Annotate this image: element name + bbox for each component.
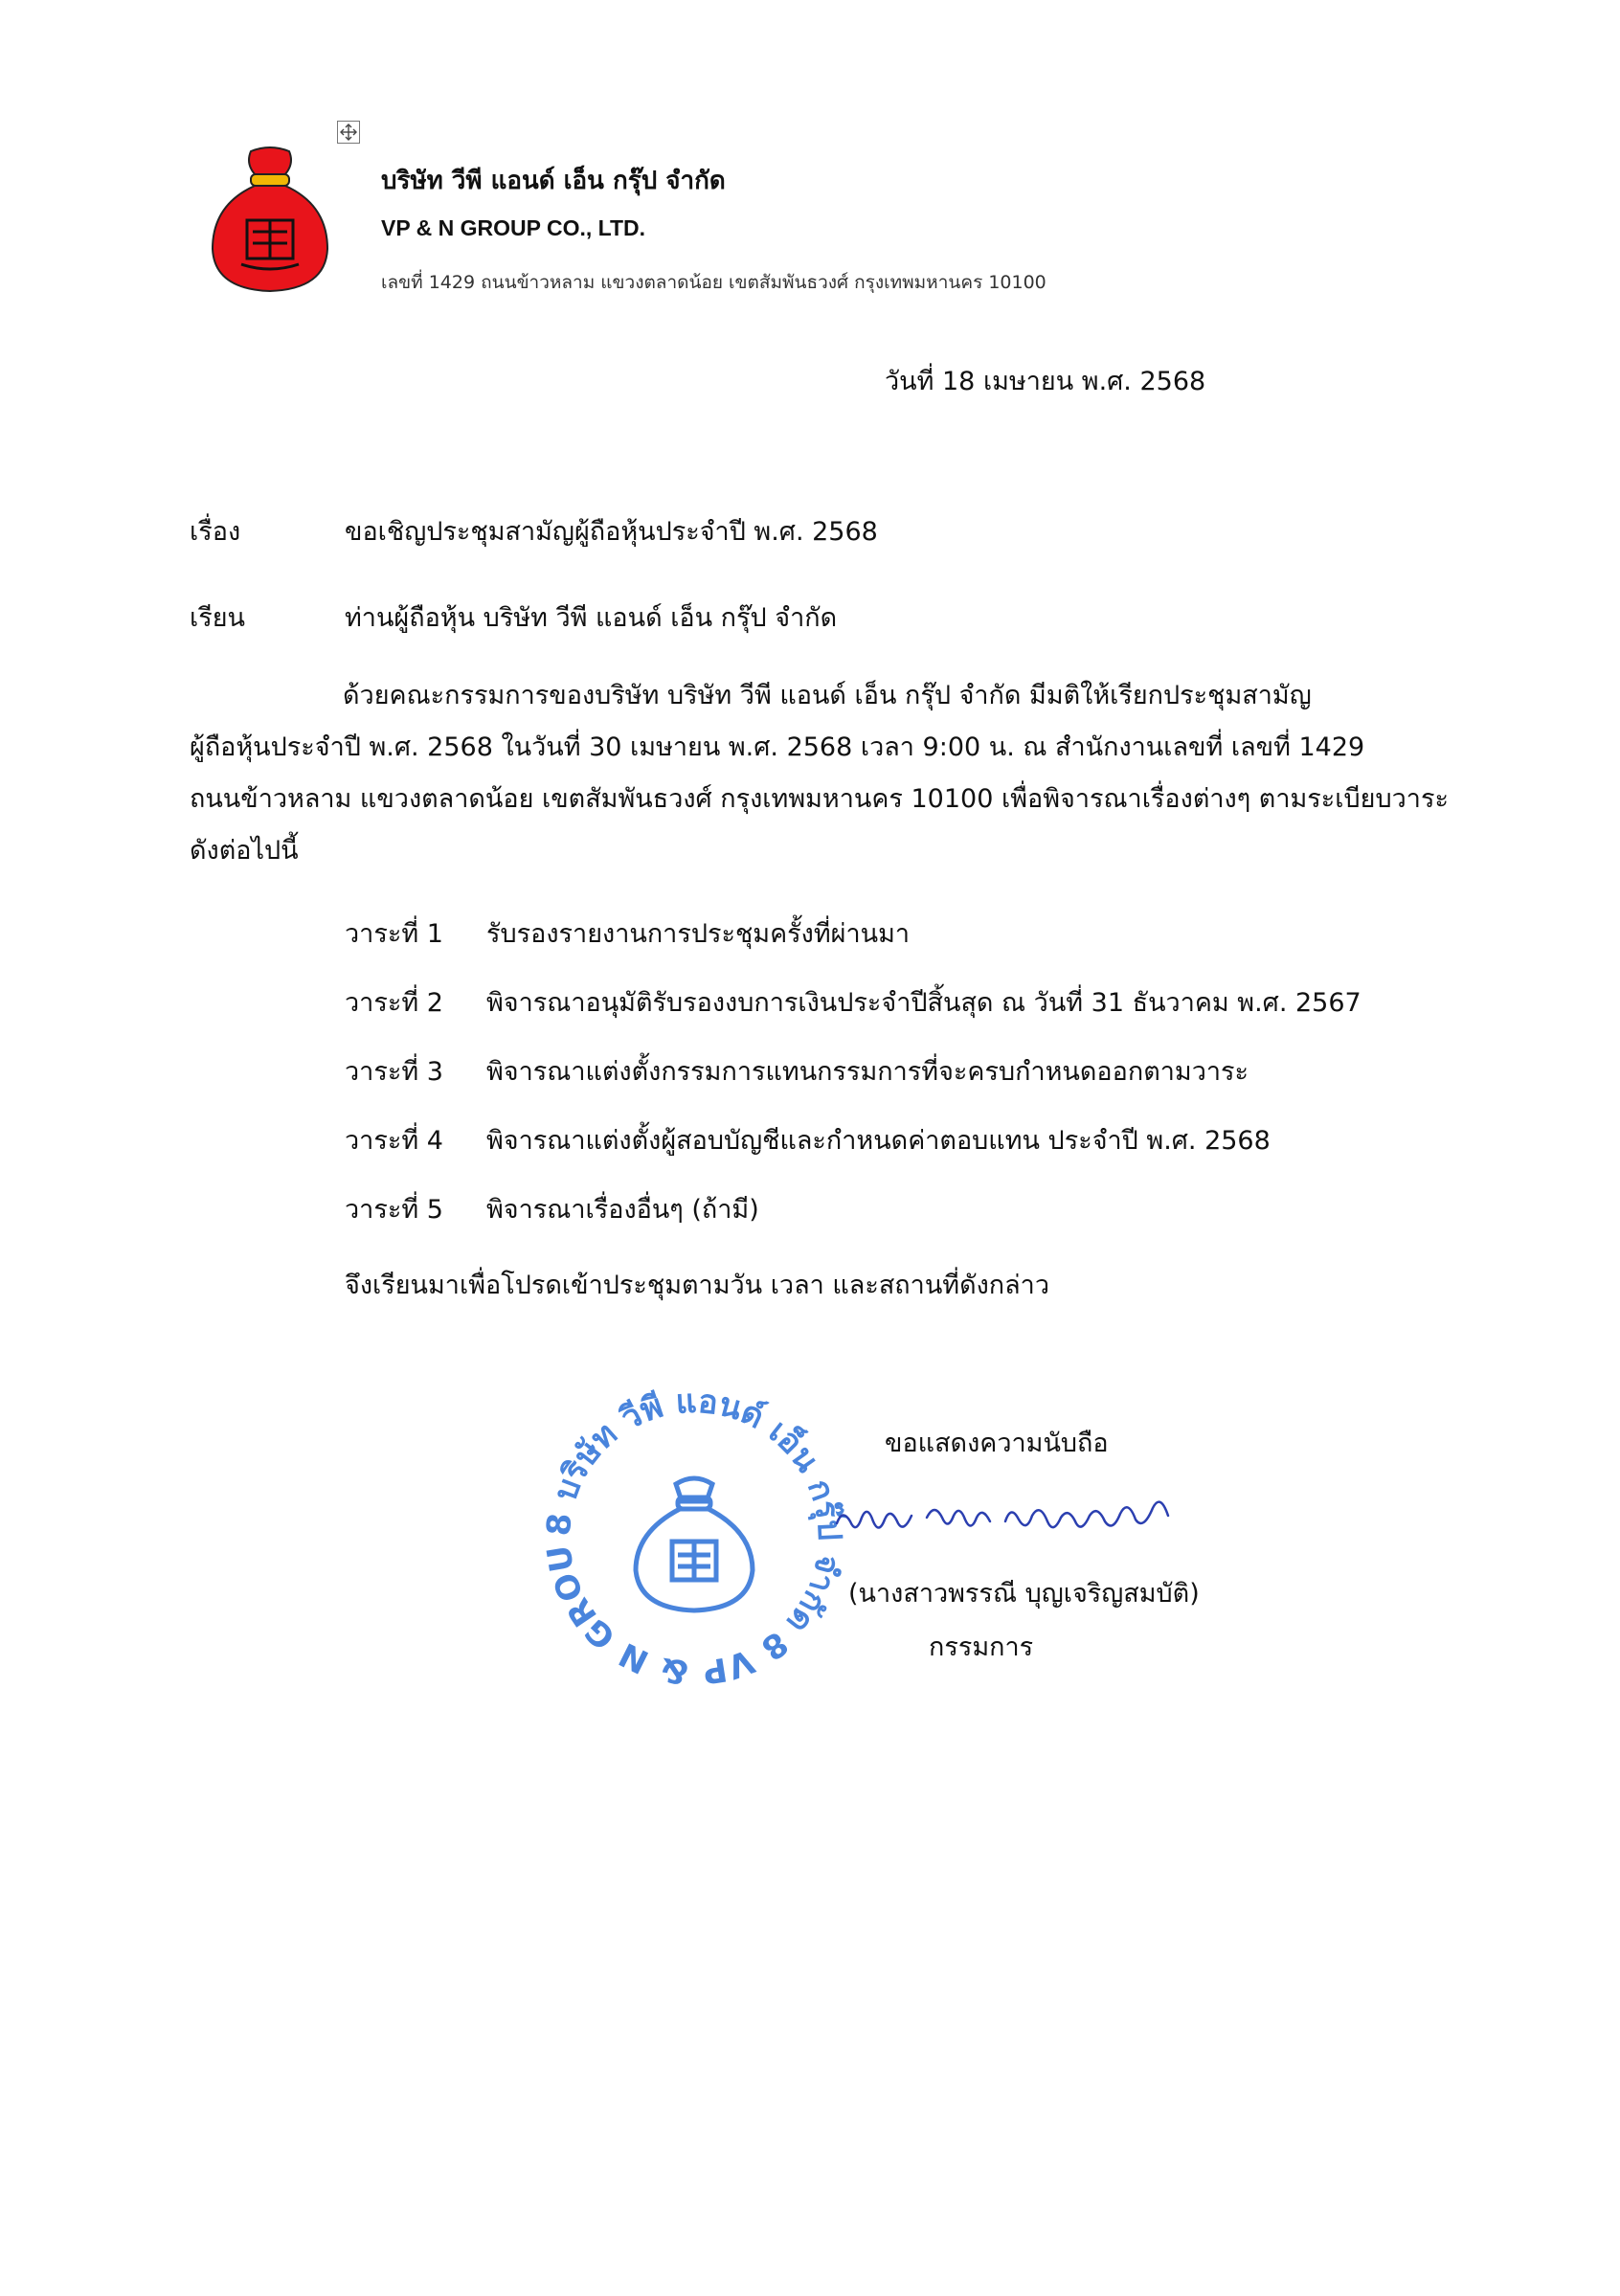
closing-sentence: จึงเรียนมาเพื่อโปรดเข้าประชุมตามวัน เวลา และสถานที่ดังกล่าว xyxy=(345,1271,1050,1300)
move-handle-icon[interactable] xyxy=(337,121,360,144)
subject-text: ขอเชิญประชุมสามัญผู้ถือหุ้นประจำปี พ.ศ. 2568 xyxy=(345,517,878,547)
svg-text:8 บริษัท วีพี แอนด์ เอ็น กรุ๊ป xyxy=(536,1379,848,1691)
recipient-text: ท่านผู้ถือหุ้น บริษัท วีพี แอนด์ เอ็น กรุ๊ป จำกัด xyxy=(345,603,838,633)
agenda-item-text: พิจารณาเรื่องอื่นๆ (ถ้ามี) xyxy=(486,1195,759,1225)
subject-label: เรื่อง xyxy=(190,517,241,547)
regards-text: ขอแสดงความนับถือ xyxy=(885,1429,1109,1458)
recipient-label: เรียน xyxy=(190,603,246,633)
signer-position: กรรมการ xyxy=(929,1632,1034,1662)
body-paragraph xyxy=(190,670,1449,877)
agenda-number: วาระที่ 1 xyxy=(345,919,443,949)
body-line: ดังต่อไปนี้ xyxy=(190,836,299,866)
agenda-number: วาระที่ 2 xyxy=(345,988,443,1018)
agenda-item-text: พิจารณาอนุมัติรับรองงบการเงินประจำปีสิ้นสุด ณ วันที่ 31 ธันวาคม พ.ศ. 2567 xyxy=(486,988,1361,1018)
agenda-item-text: รับรองรายงานการประชุมครั้งที่ผ่านมา xyxy=(486,919,911,949)
agenda-number: วาระที่ 5 xyxy=(345,1195,443,1225)
seal-text: 8 บริษัท วีพี แอนด์ เอ็น กรุ๊ป จำกัด 8 VP & N GROU xyxy=(539,1382,849,1692)
company-name-english: VP & N GROUP CO., LTD. xyxy=(381,215,646,240)
handwritten-signature xyxy=(831,1479,1185,1546)
agenda-item-text: พิจารณาแต่งตั้งกรรมการแทนกรรมการที่จะครบกำหนดออกตามวาระ xyxy=(486,1057,1249,1087)
body-line: ผู้ถือหุ้นประจำปี พ.ศ. 2568 ในวันที่ 30 เมษายน พ.ศ. 2568 เวลา 9:00 น. ณ สำนักงานเลขที่ เลขที่ 1429 xyxy=(190,732,1365,762)
signer-name: (นางสาวพรรณี บุญเจริญสมบัติ) xyxy=(848,1579,1200,1609)
body-line: ด้วยคณะกรรมการของบริษัท บริษัท วีพี แอนด์ เอ็น กรุ๊ป จำกัด มีมติให้เรียกประชุมสามัญ xyxy=(343,681,1312,710)
company-logo xyxy=(203,144,337,297)
company-address: เลขที่ 1429 ถนนข้าวหลาม แขวงตลาดน้อย เขตสัมพันธวงศ์ กรุงเทพมหานคร 10100 xyxy=(381,272,1046,293)
company-seal-stamp xyxy=(536,1379,852,1695)
agenda-number: วาระที่ 3 xyxy=(345,1057,443,1087)
company-name-thai: บริษัท วีพี แอนด์ เอ็น กรุ๊ป จำกัด xyxy=(381,167,726,195)
letter-date: วันที่ 18 เมษายน พ.ศ. 2568 xyxy=(885,367,1206,396)
agenda-number: วาระที่ 4 xyxy=(345,1126,443,1156)
agenda-item-text: พิจารณาแต่งตั้งผู้สอบบัญชีและกำหนดค่าตอบแทน ประจำปี พ.ศ. 2568 xyxy=(486,1126,1271,1156)
body-line: ถนนข้าวหลาม แขวงตลาดน้อย เขตสัมพันธวงศ์ กรุงเทพมหานคร 10100 เพื่อพิจารณาเรื่องต่างๆ ตามระเบียบวาระ xyxy=(190,784,1449,814)
